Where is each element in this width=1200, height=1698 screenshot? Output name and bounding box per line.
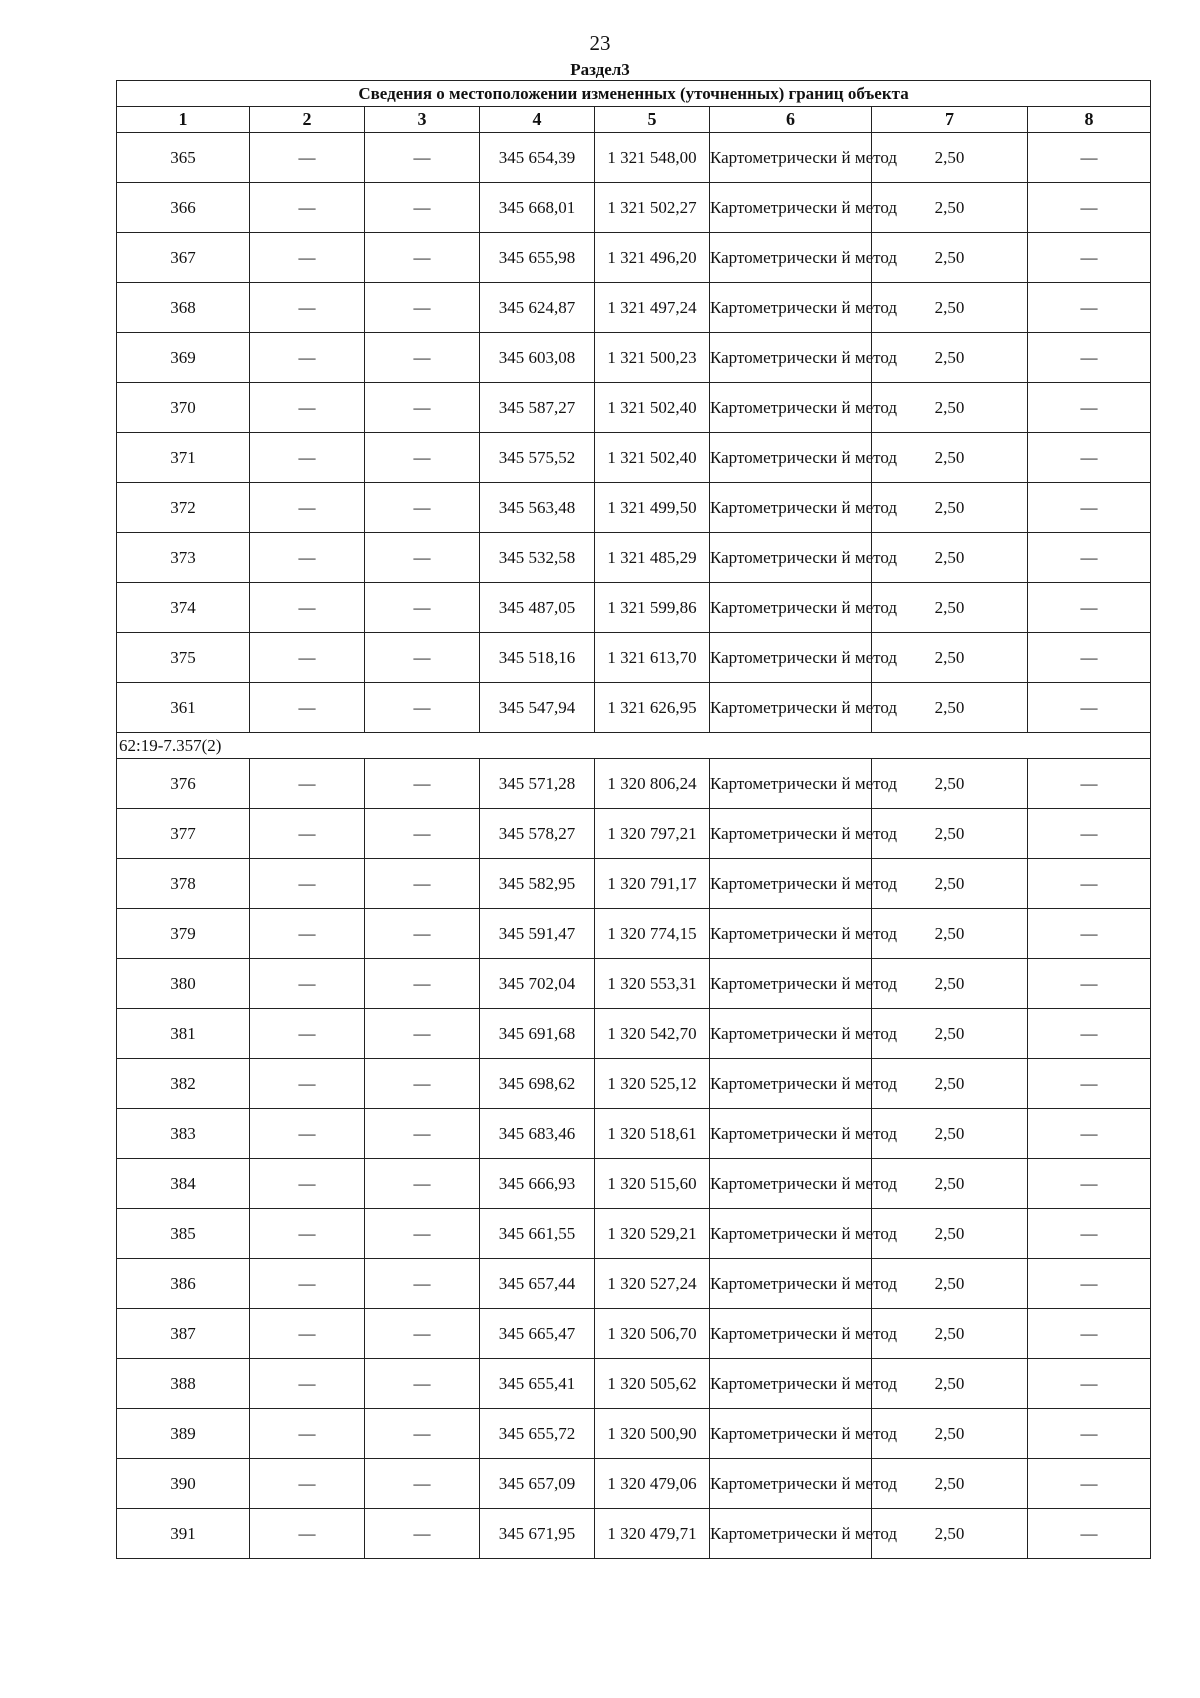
cell-col-4: 345 691,68 — [480, 1009, 595, 1059]
group-label: 62:19-7.357(2) — [117, 733, 1151, 759]
cell-col-6: Картометрически й метод — [710, 1109, 872, 1159]
table-row — [117, 1059, 1151, 1109]
column-header-7: 7 — [872, 107, 1028, 133]
cell-col-6: Картометрически й метод — [710, 1059, 872, 1109]
cell-col-6: Картометрически й метод — [710, 959, 872, 1009]
cell-col-1: 373 — [117, 533, 250, 583]
cell-col-6: Картометрически й метод — [710, 633, 872, 683]
cell-col-1: 388 — [117, 1359, 250, 1409]
cell-col-8: — — [1028, 1109, 1151, 1159]
cell-col-2: — — [250, 533, 365, 583]
table-row — [117, 1259, 1151, 1309]
cell-col-4: 345 624,87 — [480, 283, 595, 333]
cell-col-3: — — [365, 1259, 480, 1309]
cell-col-6: Картометрически й метод — [710, 1409, 872, 1459]
cell-col-2: — — [250, 909, 365, 959]
column-header-8: 8 — [1028, 107, 1151, 133]
cell-col-6: Картометрически й метод — [710, 683, 872, 733]
cell-col-5: 1 320 506,70 — [595, 1309, 710, 1359]
cell-col-5: 1 321 500,23 — [595, 333, 710, 383]
cell-col-1: 366 — [117, 183, 250, 233]
cell-col-3: — — [365, 283, 480, 333]
cell-col-5: 1 321 502,40 — [595, 383, 710, 433]
cell-col-7: 2,50 — [872, 1159, 1028, 1209]
cell-col-7: 2,50 — [872, 1059, 1028, 1109]
cell-col-3: — — [365, 633, 480, 683]
cell-col-5: 1 320 774,15 — [595, 909, 710, 959]
cell-col-7: 2,50 — [872, 433, 1028, 483]
table-row — [117, 433, 1151, 483]
cell-col-3: — — [365, 759, 480, 809]
cell-col-6: Картометрически й метод — [710, 809, 872, 859]
cell-col-1: 380 — [117, 959, 250, 1009]
table-title-row — [117, 81, 1151, 107]
cell-col-3: — — [365, 1209, 480, 1259]
cell-col-5: 1 321 485,29 — [595, 533, 710, 583]
cell-col-5: 1 320 525,12 — [595, 1059, 710, 1109]
cell-col-1: 389 — [117, 1409, 250, 1459]
cell-col-5: 1 321 626,95 — [595, 683, 710, 733]
cell-col-5: 1 321 548,00 — [595, 133, 710, 183]
group-row — [117, 733, 1151, 759]
cell-col-1: 378 — [117, 859, 250, 909]
cell-col-4: 345 661,55 — [480, 1209, 595, 1259]
cell-col-5: 1 320 518,61 — [595, 1109, 710, 1159]
table-row — [117, 233, 1151, 283]
table-row — [117, 759, 1151, 809]
table-row — [117, 809, 1151, 859]
cell-col-8: — — [1028, 1459, 1151, 1509]
cell-col-4: 345 655,72 — [480, 1409, 595, 1459]
cell-col-3: — — [365, 233, 480, 283]
cell-col-4: 345 657,09 — [480, 1459, 595, 1509]
table-row — [117, 1509, 1151, 1559]
cell-col-2: — — [250, 583, 365, 633]
cell-col-2: — — [250, 1509, 365, 1559]
cell-col-2: — — [250, 383, 365, 433]
table-row — [117, 483, 1151, 533]
table-row — [117, 633, 1151, 683]
cell-col-8: — — [1028, 583, 1151, 633]
cell-col-6: Картометрически й метод — [710, 183, 872, 233]
cell-col-1: 376 — [117, 759, 250, 809]
cell-col-8: — — [1028, 433, 1151, 483]
column-header-2: 2 — [250, 107, 365, 133]
cell-col-3: — — [365, 1009, 480, 1059]
cell-col-5: 1 321 502,27 — [595, 183, 710, 233]
cell-col-7: 2,50 — [872, 533, 1028, 583]
cell-col-4: 345 702,04 — [480, 959, 595, 1009]
table-row — [117, 283, 1151, 333]
cell-col-3: — — [365, 133, 480, 183]
table-row — [117, 1209, 1151, 1259]
cell-col-6: Картометрически й метод — [710, 759, 872, 809]
cell-col-3: — — [365, 809, 480, 859]
cell-col-4: 345 532,58 — [480, 533, 595, 583]
cell-col-5: 1 320 797,21 — [595, 809, 710, 859]
cell-col-7: 2,50 — [872, 959, 1028, 1009]
cell-col-4: 345 665,47 — [480, 1309, 595, 1359]
cell-col-3: — — [365, 859, 480, 909]
cell-col-1: 371 — [117, 433, 250, 483]
cell-col-5: 1 321 502,40 — [595, 433, 710, 483]
cell-col-3: — — [365, 583, 480, 633]
cell-col-1: 365 — [117, 133, 250, 183]
cell-col-1: 367 — [117, 233, 250, 283]
cell-col-5: 1 320 791,17 — [595, 859, 710, 909]
cell-col-1: 381 — [117, 1009, 250, 1059]
cell-col-5: 1 321 496,20 — [595, 233, 710, 283]
cell-col-3: — — [365, 683, 480, 733]
cell-col-7: 2,50 — [872, 759, 1028, 809]
cell-col-3: — — [365, 959, 480, 1009]
cell-col-6: Картометрически й метод — [710, 433, 872, 483]
cell-col-6: Картометрически й метод — [710, 233, 872, 283]
cell-col-1: 382 — [117, 1059, 250, 1109]
cell-col-3: — — [365, 383, 480, 433]
cell-col-1: 386 — [117, 1259, 250, 1309]
cell-col-4: 345 671,95 — [480, 1509, 595, 1559]
cell-col-4: 345 668,01 — [480, 183, 595, 233]
cell-col-1: 369 — [117, 333, 250, 383]
cell-col-4: 345 563,48 — [480, 483, 595, 533]
cell-col-1: 368 — [117, 283, 250, 333]
cell-col-1: 391 — [117, 1509, 250, 1559]
cell-col-2: — — [250, 283, 365, 333]
cell-col-4: 345 698,62 — [480, 1059, 595, 1109]
cell-col-3: — — [365, 1159, 480, 1209]
cell-col-4: 345 655,98 — [480, 233, 595, 283]
cell-col-8: — — [1028, 233, 1151, 283]
cell-col-2: — — [250, 1409, 365, 1459]
cell-col-3: — — [365, 1059, 480, 1109]
cell-col-7: 2,50 — [872, 809, 1028, 859]
cell-col-8: — — [1028, 633, 1151, 683]
column-header-1: 1 — [117, 107, 250, 133]
cell-col-2: — — [250, 183, 365, 233]
cell-col-2: — — [250, 1209, 365, 1259]
cell-col-5: 1 321 599,86 — [595, 583, 710, 633]
cell-col-3: — — [365, 1359, 480, 1409]
cell-col-7: 2,50 — [872, 483, 1028, 533]
table-row — [117, 683, 1151, 733]
cell-col-3: — — [365, 433, 480, 483]
cell-col-8: — — [1028, 383, 1151, 433]
cell-col-3: — — [365, 333, 480, 383]
table-row — [117, 1159, 1151, 1209]
cell-col-4: 345 603,08 — [480, 333, 595, 383]
cell-col-6: Картометрически й метод — [710, 283, 872, 333]
cell-col-7: 2,50 — [872, 583, 1028, 633]
cell-col-1: 361 — [117, 683, 250, 733]
cell-col-8: — — [1028, 333, 1151, 383]
cell-col-8: — — [1028, 483, 1151, 533]
cell-col-8: — — [1028, 1409, 1151, 1459]
cell-col-1: 385 — [117, 1209, 250, 1259]
cell-col-5: 1 320 500,90 — [595, 1409, 710, 1459]
cell-col-6: Картометрически й метод — [710, 1159, 872, 1209]
cell-col-3: — — [365, 1459, 480, 1509]
cell-col-5: 1 320 479,71 — [595, 1509, 710, 1559]
cell-col-6: Картометрически й метод — [710, 1509, 872, 1559]
cell-col-1: 390 — [117, 1459, 250, 1509]
coordinates-table — [116, 80, 1151, 1559]
cell-col-4: 345 591,47 — [480, 909, 595, 959]
table-row — [117, 959, 1151, 1009]
cell-col-8: — — [1028, 1059, 1151, 1109]
column-header-5: 5 — [595, 107, 710, 133]
cell-col-2: — — [250, 1109, 365, 1159]
cell-col-6: Картометрически й метод — [710, 483, 872, 533]
table-row — [117, 1459, 1151, 1509]
cell-col-4: 345 518,16 — [480, 633, 595, 683]
cell-col-4: 345 657,44 — [480, 1259, 595, 1309]
cell-col-7: 2,50 — [872, 909, 1028, 959]
table-row — [117, 133, 1151, 183]
table-row — [117, 583, 1151, 633]
cell-col-6: Картометрически й метод — [710, 1009, 872, 1059]
table-row — [117, 1009, 1151, 1059]
cell-col-6: Картометрически й метод — [710, 383, 872, 433]
cell-col-2: — — [250, 483, 365, 533]
cell-col-4: 345 654,39 — [480, 133, 595, 183]
cell-col-2: — — [250, 1059, 365, 1109]
cell-col-8: — — [1028, 683, 1151, 733]
cell-col-5: 1 320 542,70 — [595, 1009, 710, 1059]
cell-col-5: 1 321 613,70 — [595, 633, 710, 683]
table-row — [117, 1409, 1151, 1459]
cell-col-2: — — [250, 433, 365, 483]
section-heading: Раздел3 — [570, 60, 630, 79]
cell-col-2: — — [250, 859, 365, 909]
table-row — [117, 533, 1151, 583]
cell-col-7: 2,50 — [872, 1359, 1028, 1409]
cell-col-4: 345 666,93 — [480, 1159, 595, 1209]
cell-col-8: — — [1028, 1159, 1151, 1209]
cell-col-8: — — [1028, 1359, 1151, 1409]
cell-col-6: Картометрически й метод — [710, 1259, 872, 1309]
cell-col-2: — — [250, 133, 365, 183]
cell-col-2: — — [250, 683, 365, 733]
cell-col-1: 387 — [117, 1309, 250, 1359]
cell-col-1: 383 — [117, 1109, 250, 1159]
cell-col-8: — — [1028, 1209, 1151, 1259]
cell-col-4: 345 655,41 — [480, 1359, 595, 1409]
cell-col-1: 377 — [117, 809, 250, 859]
cell-col-7: 2,50 — [872, 283, 1028, 333]
cell-col-4: 345 578,27 — [480, 809, 595, 859]
cell-col-8: — — [1028, 859, 1151, 909]
cell-col-1: 372 — [117, 483, 250, 533]
cell-col-7: 2,50 — [872, 183, 1028, 233]
cell-col-3: — — [365, 533, 480, 583]
cell-col-2: — — [250, 633, 365, 683]
cell-col-6: Картометрически й метод — [710, 533, 872, 583]
cell-col-6: Картометрически й метод — [710, 333, 872, 383]
cell-col-6: Картометрически й метод — [710, 1209, 872, 1259]
cell-col-2: — — [250, 1009, 365, 1059]
cell-col-2: — — [250, 759, 365, 809]
cell-col-2: — — [250, 1309, 365, 1359]
cell-col-6: Картометрически й метод — [710, 859, 872, 909]
cell-col-1: 374 — [117, 583, 250, 633]
cell-col-8: — — [1028, 283, 1151, 333]
cell-col-4: 345 487,05 — [480, 583, 595, 633]
cell-col-4: 345 571,28 — [480, 759, 595, 809]
cell-col-8: — — [1028, 133, 1151, 183]
cell-col-4: 345 587,27 — [480, 383, 595, 433]
cell-col-8: — — [1028, 759, 1151, 809]
cell-col-6: Картометрически й метод — [710, 133, 872, 183]
column-header-4: 4 — [480, 107, 595, 133]
cell-col-6: Картометрически й метод — [710, 909, 872, 959]
cell-col-4: 345 683,46 — [480, 1109, 595, 1159]
cell-col-4: 345 575,52 — [480, 433, 595, 483]
cell-col-2: — — [250, 333, 365, 383]
cell-col-8: — — [1028, 1009, 1151, 1059]
cell-col-5: 1 320 479,06 — [595, 1459, 710, 1509]
cell-col-8: — — [1028, 1309, 1151, 1359]
cell-col-5: 1 320 527,24 — [595, 1259, 710, 1309]
cell-col-5: 1 320 515,60 — [595, 1159, 710, 1209]
cell-col-5: 1 321 499,50 — [595, 483, 710, 533]
cell-col-7: 2,50 — [872, 1209, 1028, 1259]
cell-col-2: — — [250, 959, 365, 1009]
cell-col-8: — — [1028, 1509, 1151, 1559]
cell-col-7: 2,50 — [872, 1109, 1028, 1159]
cell-col-4: 345 547,94 — [480, 683, 595, 733]
table-row — [117, 909, 1151, 959]
cell-col-7: 2,50 — [872, 1259, 1028, 1309]
cell-col-3: — — [365, 1509, 480, 1559]
cell-col-6: Картометрически й метод — [710, 1459, 872, 1509]
cell-col-8: — — [1028, 959, 1151, 1009]
cell-col-1: 370 — [117, 383, 250, 433]
cell-col-3: — — [365, 1309, 480, 1359]
table-row — [117, 383, 1151, 433]
cell-col-7: 2,50 — [872, 1509, 1028, 1559]
cell-col-1: 379 — [117, 909, 250, 959]
cell-col-2: — — [250, 1259, 365, 1309]
column-header-3: 3 — [365, 107, 480, 133]
cell-col-7: 2,50 — [872, 859, 1028, 909]
table-row — [117, 859, 1151, 909]
cell-col-2: — — [250, 1359, 365, 1409]
table-row — [117, 183, 1151, 233]
cell-col-6: Картометрически й метод — [710, 1309, 872, 1359]
cell-col-7: 2,50 — [872, 683, 1028, 733]
cell-col-8: — — [1028, 909, 1151, 959]
cell-col-3: — — [365, 183, 480, 233]
cell-col-3: — — [365, 483, 480, 533]
cell-col-5: 1 320 529,21 — [595, 1209, 710, 1259]
cell-col-7: 2,50 — [872, 1309, 1028, 1359]
cell-col-7: 2,50 — [872, 1409, 1028, 1459]
cell-col-5: 1 321 497,24 — [595, 283, 710, 333]
table-row — [117, 1309, 1151, 1359]
cell-col-5: 1 320 806,24 — [595, 759, 710, 809]
table-row — [117, 1109, 1151, 1159]
cell-col-7: 2,50 — [872, 1459, 1028, 1509]
cell-col-1: 375 — [117, 633, 250, 683]
column-header-row — [117, 107, 1151, 133]
cell-col-3: — — [365, 1109, 480, 1159]
column-header-6: 6 — [710, 107, 872, 133]
table-row — [117, 1359, 1151, 1409]
cell-col-7: 2,50 — [872, 233, 1028, 283]
cell-col-4: 345 582,95 — [480, 859, 595, 909]
cell-col-2: — — [250, 809, 365, 859]
cell-col-1: 384 — [117, 1159, 250, 1209]
cell-col-7: 2,50 — [872, 383, 1028, 433]
cell-col-5: 1 320 505,62 — [595, 1359, 710, 1409]
table-title: Сведения о местоположении измененных (уточненных) границ объекта — [117, 81, 1151, 107]
cell-col-2: — — [250, 233, 365, 283]
cell-col-5: 1 320 553,31 — [595, 959, 710, 1009]
cell-col-6: Картометрически й метод — [710, 1359, 872, 1409]
cell-col-7: 2,50 — [872, 1009, 1028, 1059]
page-number: 23 — [589, 31, 611, 55]
cell-col-6: Картометрически й метод — [710, 583, 872, 633]
cell-col-7: 2,50 — [872, 633, 1028, 683]
cell-col-8: — — [1028, 809, 1151, 859]
cell-col-8: — — [1028, 533, 1151, 583]
cell-col-8: — — [1028, 183, 1151, 233]
cell-col-3: — — [365, 909, 480, 959]
cell-col-7: 2,50 — [872, 333, 1028, 383]
cell-col-8: — — [1028, 1259, 1151, 1309]
cell-col-7: 2,50 — [872, 133, 1028, 183]
table-row — [117, 333, 1151, 383]
cell-col-2: — — [250, 1459, 365, 1509]
cell-col-3: — — [365, 1409, 480, 1459]
cell-col-2: — — [250, 1159, 365, 1209]
